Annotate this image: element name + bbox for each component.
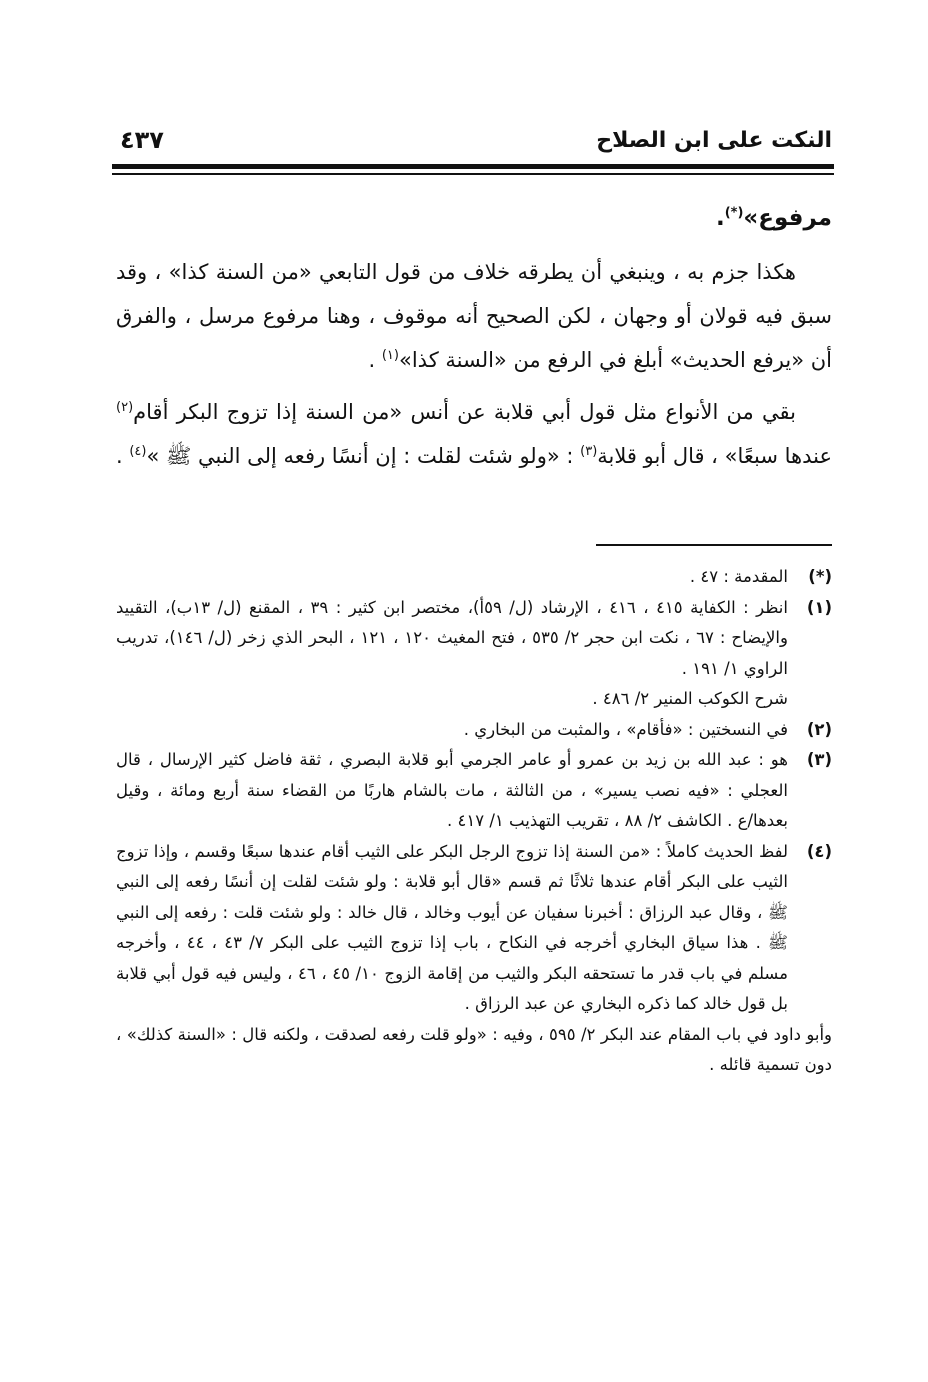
footnote-4 [116, 837, 832, 1020]
paragraph-2 [116, 390, 832, 478]
p2-footnote-ref-2: (٣) [580, 444, 598, 459]
footnote-text: انظر : الكفاية ٤١٥ ، ٤١٦ ، الإرشاد (ل/ ٥٩أ)، مختصر ابن كثير : ٣٩ ، المقنع (ل/ ١٣ب)، التقييد والإيضاح : ٦٧ ، نكت ابن حجر ٢/ ٥٣٥ ، فتح المغيث ١٢٠ ، ١٢١ ، البحر الذي زخر (ل/ ١٤٦)، تدريب الراوي ١/ ١٩١ . [116, 597, 788, 678]
page-number: ٤٣٧ [120, 126, 164, 154]
footnote-mark: (*) [808, 567, 832, 586]
footnote-mark: (١) [806, 597, 832, 617]
footnote-text: في النسختين : «فأقام» ، والمثبت من البخاري . [463, 719, 788, 739]
p0-end: . [715, 205, 725, 231]
footnote-text: هو : عبد الله بن زيد بن عمرو أو عامر الجرمي أبو قلابة البصري ، ثقة فاضل كثير الإرسال ، قال العجلي : «فيه نصب يسير» ، من الثالثة ، مات بالشام هاربًا من القضاء سنة أربع ومائة ، وقيل بعدها/ع . الكاشف ٢/ ٨٨ ، تقريب التهذيب ١/ ٤١٧ . [116, 750, 788, 830]
footnotes [116, 562, 832, 1081]
footnote-mark: (٤) [806, 841, 832, 861]
footnote-text: المقدمة : ٤٧ . [689, 567, 788, 586]
footnote-2 [116, 715, 832, 746]
paragraph-0 [116, 196, 832, 240]
footnote-text: لفظ الحديث كاملاً : «من السنة إذا تزوج الرجل البكر على الثيب أقام عندها سبعًا وقسم ، وإذا تزوج الثيب على البكر أقام عندها ثلاثًا ثم قسم «قال أبو قلابة : ولو شئت لقلت إن أنسًا رفعه إلى النبي ﷺ ، وقال عبد الرزاق : أخبرنا سفيان عن أيوب وخالد ، قال خالد : ولو شئت قلت : رفعه إلى النبي ﷺ . هذا سياق البخاري أخرجه في النكاح ، باب إذا تزوج الثيب على البكر ٧/ ٤٣ ، ٤٤ ، وأخرجه مسلم في باب قدر ما تستحقه البكر والثيب من إقامة الزوج ١٠/ ٤٥ ، ٤٦ ، وليس فيه قول أبي قلابة بل قول خالد كما ذكره البخاري عن عبد الرزاق . [116, 841, 788, 1013]
main-text [116, 196, 832, 486]
paragraph-1 [116, 250, 832, 382]
footnote-mark: (٣) [806, 750, 832, 769]
footnote-separator [596, 544, 832, 546]
footnote-1-continuation: شرح الكوكب المنير ٢/ ٤٨٦ . [592, 689, 788, 708]
header-rule-thin [112, 173, 834, 175]
p2-text-c: : «ولو شئت لقلت : إن أنسًا رفعه إلى النبي ﷺ » [146, 444, 581, 468]
p2-end: . [115, 444, 130, 468]
running-header [112, 122, 832, 162]
footnote-3 [116, 745, 832, 837]
p2-footnote-ref-3: (٤) [129, 444, 147, 459]
p1-text: هكذا جزم به ، وينبغي أن يطرقه خلاف من قول التابعي «من السنة كذا» ، وقد سبق فيه قولان أو وجهان ، لكن الصحيح أنه موقوف ، وهنا مرفوع مرسل ، والفرق أن «يرفع الحديث» أبلغ في الرفع من «السنة كذا» [116, 260, 832, 372]
p2-text-a: بقي من الأنواع مثل قول أبي قلابة عن أنس «من السنة إذا تزوج البكر أقام [133, 400, 796, 424]
header-rule-thick [112, 164, 834, 169]
p0-footnote-ref: (*) [724, 205, 744, 221]
footnote-mark: (٢) [806, 719, 832, 739]
p0-text: مرفوع» [743, 205, 832, 231]
p2-footnote-ref-1: (٢) [116, 400, 134, 415]
header-title: النكت على ابن الصلاح [596, 128, 832, 153]
p1-footnote-ref: (١) [381, 348, 399, 363]
p1-end: . [368, 348, 382, 372]
footnote-4-continuation: وأبو داود في باب المقام عند البكر ٢/ ٥٩٥ ، وفيه : «ولو قلت رفعه لصدقت ، ولكنه قال : «السنة كذلك» ، دون تسمية قائله . [116, 1024, 832, 1074]
p2-text-b: عندها سبعًا» ، قال أبو قلابة [597, 444, 832, 468]
footnote-star [116, 562, 832, 593]
footnote-1 [116, 593, 832, 685]
